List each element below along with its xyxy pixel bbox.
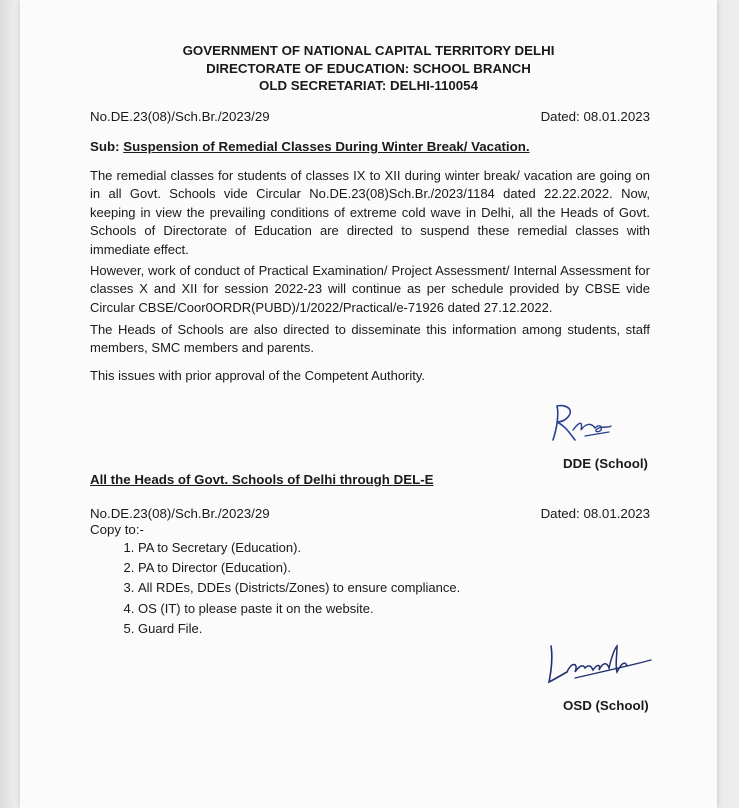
paragraph-3: The Heads of Schools are also directed to disseminate this information among students, staff members, SMC members and parents. bbox=[90, 322, 650, 356]
document-page bbox=[20, 0, 717, 808]
paragraph-2: However, work of conduct of Practical Examination/ Project Assessment/ Internal Assessment for classes X and XII for session 2022-23 will continue as per schedule provided by CBSE vide Circular CBSE/Coor0ORDR(PUBD)/1/2022/Practical/e-71926 dated 27.12.2022. bbox=[90, 263, 650, 315]
letterhead-line-1: GOVERNMENT OF NATIONAL CAPITAL TERRITORY DELHI bbox=[182, 43, 555, 58]
dde-designation: DDE (School) bbox=[563, 456, 648, 471]
list-item: 3. All RDEs, DDEs (Districts/Zones) to ensure compliance. bbox=[138, 578, 460, 598]
letterhead-line-3: OLD SECRETARIAT: DELHI-110054 bbox=[259, 78, 478, 93]
addressee: All the Heads of Govt. Schools of Delhi through DEL-E bbox=[90, 472, 434, 487]
letterhead-line-2: DIRECTORATE OF EDUCATION: SCHOOL BRANCH bbox=[206, 60, 531, 76]
paragraph-1: The remedial classes for students of classes IX to XII during winter break/ vacation are going on in all Govt. Schools vide Circular No.DE.23(08)Sch.Br./2023/1184 dated 22.22.2022. Now, keeping in view the prevailing conditions of extreme cold wave in Delhi, all the Heads of Govt. Schools of Directorate of Education are directed to suspend these remedial classes with immediate effect. bbox=[90, 168, 650, 257]
copy-date: Dated: 08.01.2023 bbox=[540, 506, 650, 521]
order-number: No.DE.23(08)/Sch.Br./2023/29 bbox=[90, 109, 270, 124]
subject-line bbox=[90, 139, 530, 154]
letterhead bbox=[20, 42, 717, 95]
dde-signature bbox=[545, 400, 615, 448]
subject-prefix: Sub: bbox=[90, 139, 120, 154]
osd-signature bbox=[545, 638, 655, 688]
copy-reference-line bbox=[90, 506, 650, 521]
list-item: 5. Guard File. bbox=[138, 619, 460, 639]
copy-number: No.DE.23(08)/Sch.Br./2023/29 bbox=[90, 506, 270, 521]
order-reference-line bbox=[90, 109, 650, 124]
list-item: 4. OS (IT) to please paste it on the website. bbox=[138, 599, 460, 619]
copy-list bbox=[116, 538, 460, 639]
list-item: 2. PA to Director (Education). bbox=[138, 558, 460, 578]
paragraph-4: This issues with prior approval of the Competent Authority. bbox=[90, 368, 426, 383]
list-item: 1. PA to Secretary (Education). bbox=[138, 538, 460, 558]
order-date: Dated: 08.01.2023 bbox=[540, 109, 650, 124]
osd-designation: OSD (School) bbox=[563, 698, 649, 713]
copy-to-label: Copy to:- bbox=[90, 522, 144, 537]
subject-text: Suspension of Remedial Classes During Winter Break/ Vacation. bbox=[123, 139, 530, 154]
page-gutter bbox=[0, 0, 20, 808]
